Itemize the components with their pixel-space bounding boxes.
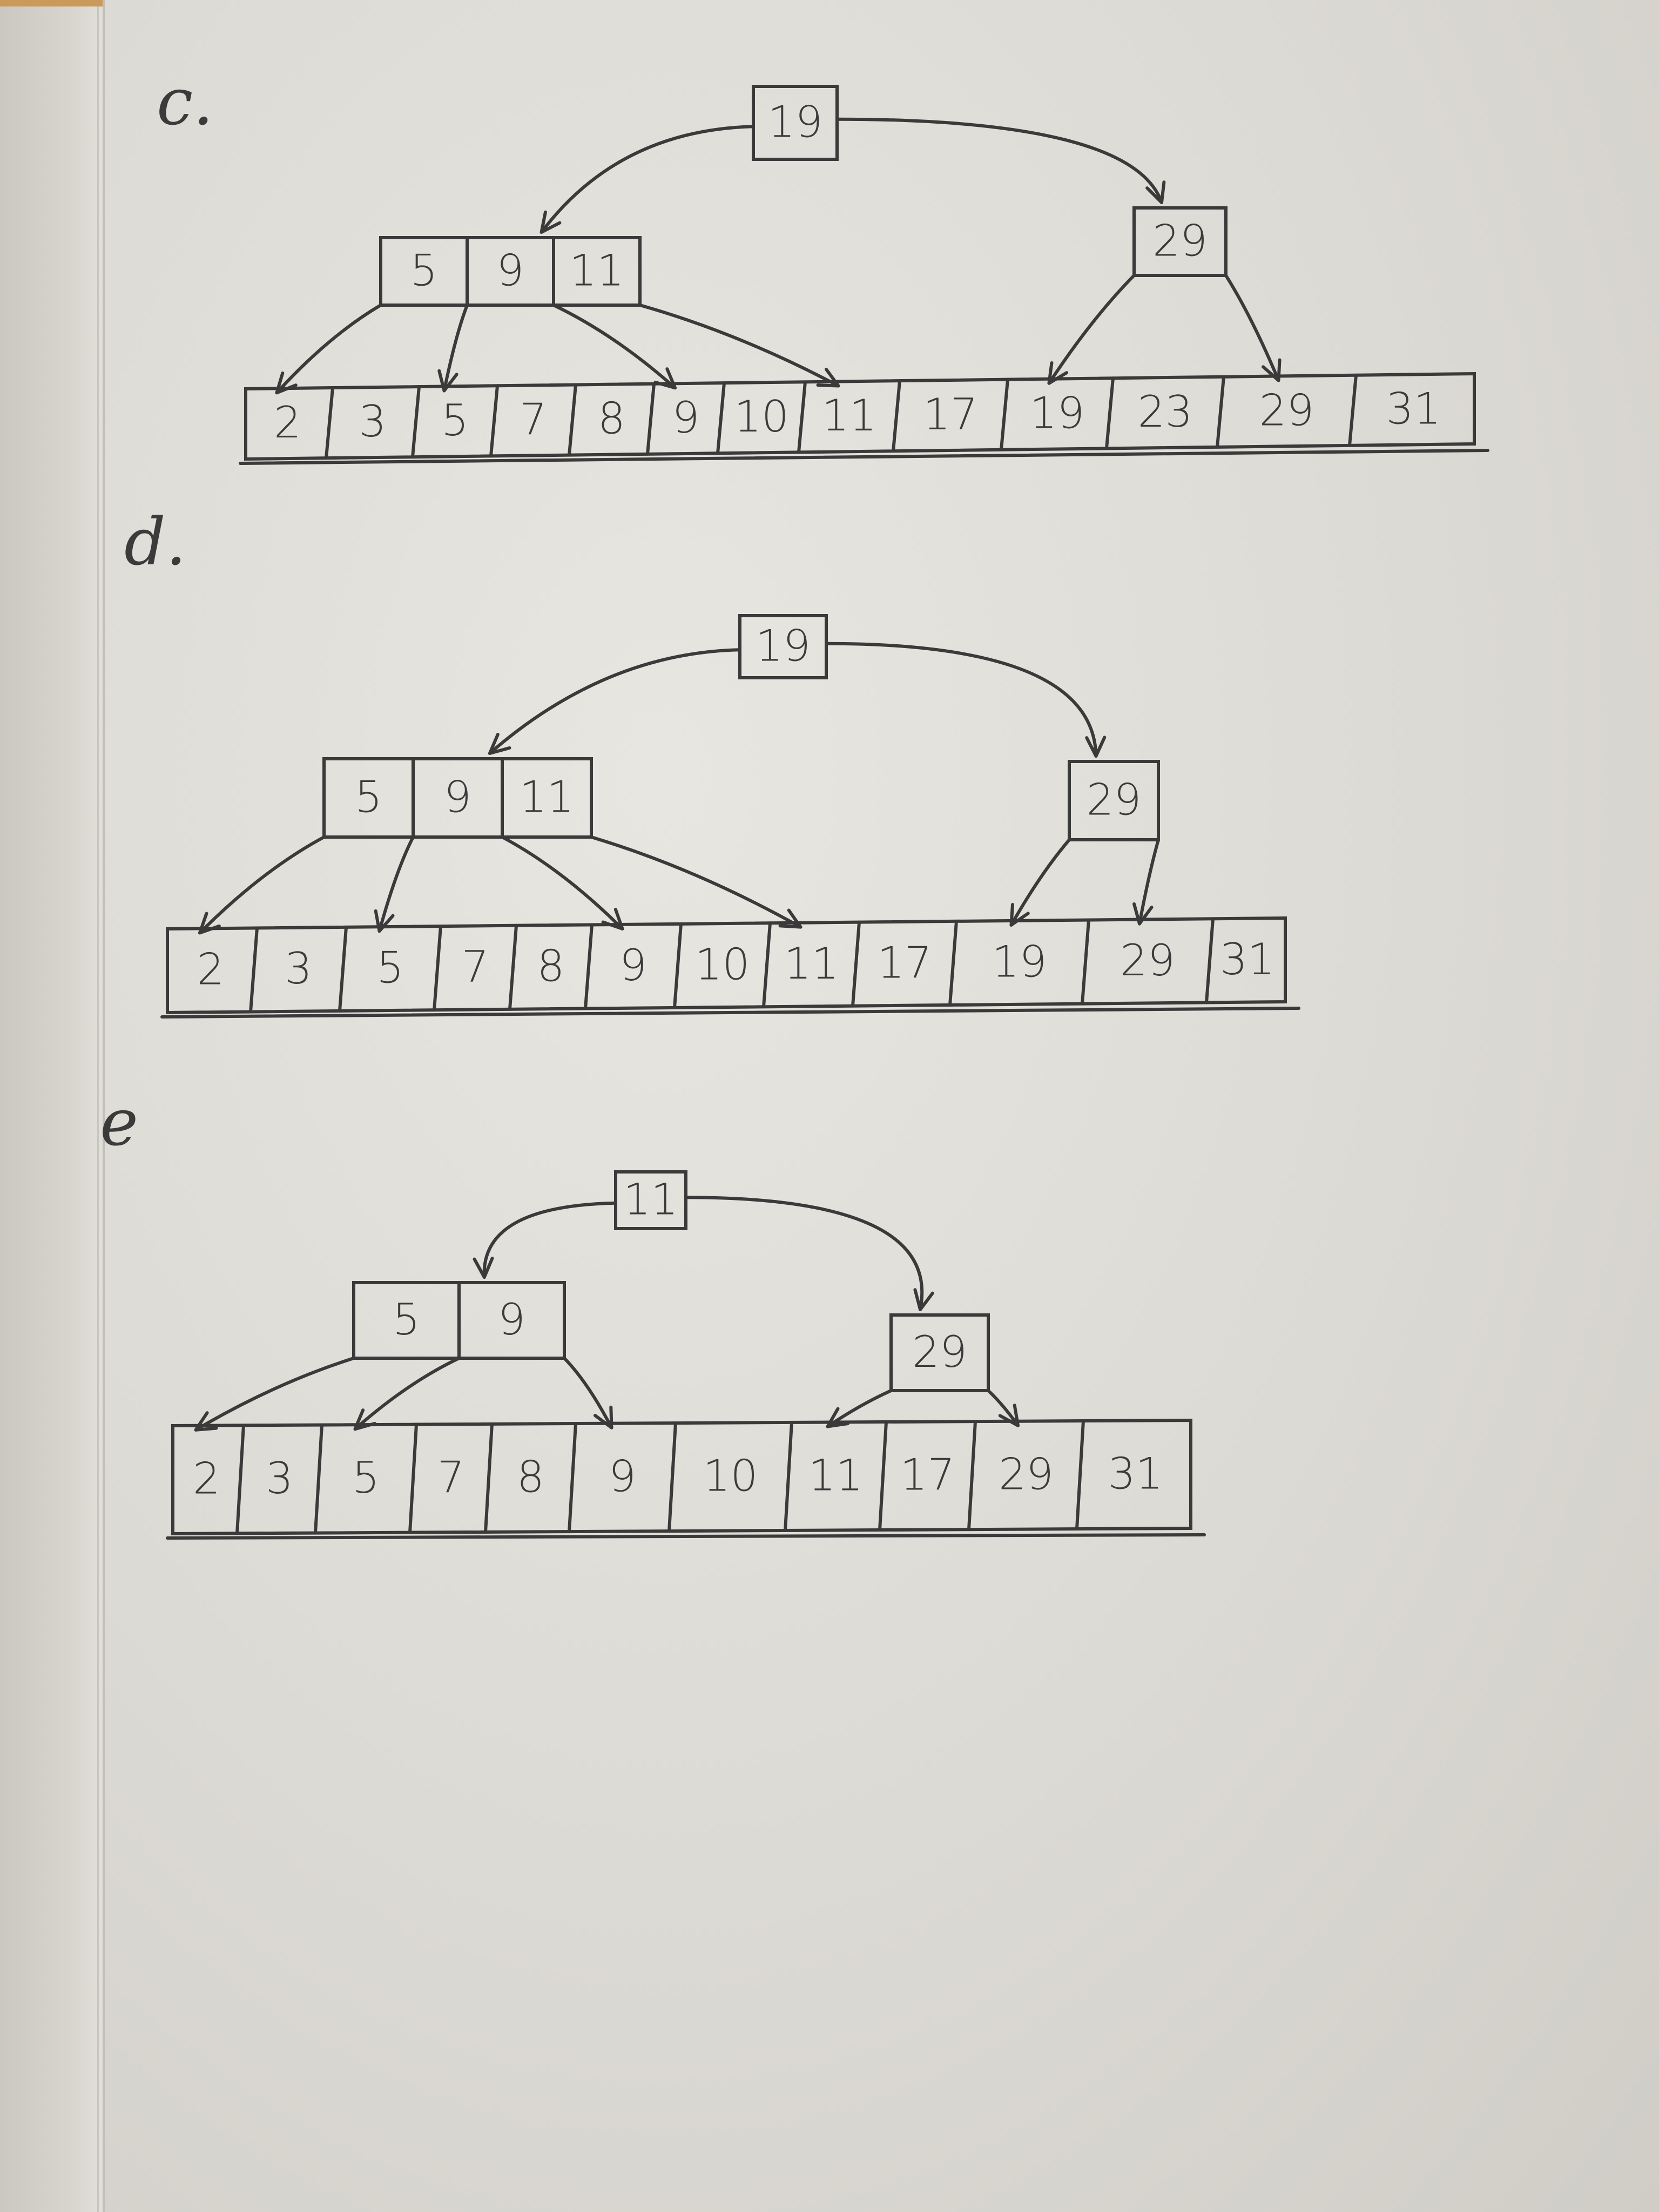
tree-3-leaf-divider [969, 1421, 975, 1529]
tree-2-label: d. [124, 505, 186, 580]
tree-2-left-child-arrow [591, 837, 801, 927]
tree-2-leaf-divider [340, 927, 346, 1011]
tree-3-leaf-divider [237, 1425, 244, 1533]
tree-2-leaf-key: 9 [619, 940, 647, 991]
tree-1-leaf-key: 9 [672, 392, 700, 443]
tree-3-left-internal-key: 5 [393, 1294, 420, 1345]
tree-1-leaf-divider [799, 382, 805, 452]
tree-1-leaf-divider [1107, 378, 1113, 448]
tree-3-leaf-divider [485, 1424, 492, 1532]
tree-1-left-internal-key: 5 [410, 245, 438, 296]
tree-3-label: e [100, 1085, 139, 1161]
tree-1-right-child-arrow [1049, 275, 1135, 383]
tree-2-leaf-key: 5 [376, 942, 404, 993]
tree-3-left-child-arrow [564, 1358, 612, 1428]
tree-1-leaf-key: 2 [274, 397, 301, 448]
tree-1-leaf-divider [718, 383, 724, 453]
tree-1-leaf-key: 7 [520, 394, 547, 445]
tree-3-left-child-arrow [196, 1358, 354, 1430]
tree-3-leaf-key: 11 [808, 1450, 864, 1501]
tree-3-leaf-key: 7 [437, 1452, 465, 1503]
tree-3-leaf-divider [315, 1425, 322, 1533]
tree-1-leaf-key: 3 [359, 396, 387, 447]
tree-3-leaf-divider [410, 1425, 416, 1533]
tree-2-leaf-divider [434, 926, 441, 1010]
tree-3-leaf-key: 9 [609, 1451, 636, 1502]
tree-3-left-internal-key: 9 [498, 1294, 525, 1345]
tree-2-leaf-key: 29 [1120, 935, 1175, 986]
tree-1-leaf-divider [893, 381, 900, 451]
tree-1-leaf-divider [648, 384, 654, 454]
tree-1-left-internal-key: 11 [569, 245, 624, 296]
tree-3-right-internal-key: 29 [912, 1327, 967, 1377]
tree-2-left-internal-key: 5 [355, 772, 382, 822]
tree-2-left-child-arrow [200, 837, 324, 933]
tree-1-leaf-key: 19 [1029, 388, 1085, 439]
tree-1-leaf-key: 17 [923, 389, 978, 440]
tree-3-leaf-key: 5 [352, 1453, 380, 1503]
tree-2-left-child-arrow [502, 837, 623, 929]
tree-1-label: c. [157, 65, 214, 140]
tree-1-leaf-divider [1001, 380, 1008, 450]
tree-1-right-internal-key: 29 [1152, 215, 1208, 266]
tree-2-root-key: 19 [756, 621, 811, 671]
tree-1-left-child-arrow [554, 305, 675, 388]
tree-2-left-internal-key: 11 [519, 772, 575, 822]
tree-3-leaf-key: 8 [517, 1452, 544, 1502]
tree-2-leaf-divider [950, 921, 956, 1005]
tree-1-leaf-divider [1350, 375, 1356, 446]
tree-1-left-child-arrow [277, 305, 381, 393]
tree-3-leaf-divider [669, 1423, 676, 1531]
tree-3-root-key: 11 [623, 1174, 678, 1225]
tree-2-leaf-key: 2 [197, 944, 225, 995]
tree-1-leaf-divider [491, 386, 497, 456]
tree-2-right-child-arrow [1011, 840, 1070, 925]
tree-1-leaf-key: 29 [1259, 385, 1314, 436]
tree-1-root-key: 19 [767, 97, 823, 147]
tree-2-leaf-divider [251, 928, 257, 1011]
tree-3-leaf-underline [167, 1535, 1204, 1538]
tree-3-root-right-arrow-head [915, 1290, 932, 1310]
tree-2-leaf-key: 8 [537, 941, 565, 992]
tree-3-leaf-divider [569, 1424, 576, 1532]
tree-1-leaf-divider [569, 385, 576, 455]
tree-2-leaf-divider [675, 924, 681, 1008]
tree-1-leaf-key: 10 [734, 392, 789, 442]
tree-2-leaf-divider [1206, 919, 1213, 1002]
tree-3-leaf-key: 3 [266, 1453, 293, 1503]
tree-3-leaf-key: 17 [900, 1449, 955, 1500]
tree-1-leaf-key: 5 [441, 395, 469, 446]
tree-2-leaf-key: 17 [877, 938, 932, 988]
tree-3-leaf-divider [785, 1422, 792, 1530]
tree-2-leaf-key: 10 [694, 939, 750, 990]
tree-2-leaf-key: 11 [784, 938, 839, 989]
tree-1-root-right-arrow [837, 119, 1162, 203]
tree-2-right-internal-key: 29 [1086, 774, 1142, 825]
tree-3-leaf-key: 2 [193, 1453, 220, 1504]
tree-3-root-right-arrow [686, 1197, 922, 1310]
tree-3-leaf-key: 31 [1108, 1448, 1163, 1499]
tree-1-leaf-key: 8 [598, 393, 625, 444]
tree-2-left-internal-key: 9 [444, 772, 471, 822]
tree-2-leaf-key: 19 [992, 936, 1047, 987]
tree-2-root-right-arrow [826, 644, 1096, 756]
tree-2-leaf-divider [585, 925, 592, 1008]
tree-1-root-left-arrow [542, 126, 753, 232]
tree-2-leaf-key: 3 [285, 943, 312, 994]
tree-2-leaf-key: 7 [461, 941, 489, 992]
tree-2-leaf-divider [510, 926, 516, 1009]
tree-2-leaf-key: 31 [1220, 934, 1275, 985]
tree-2-leaf-divider [1082, 920, 1089, 1004]
tree-2-leaf-divider [764, 923, 770, 1007]
tree-1-leaf-key: 23 [1137, 387, 1193, 437]
tree-3-leaf-divider [880, 1422, 886, 1530]
tree-1-leaf-divider [1217, 377, 1224, 447]
tree-1-leaf-divider [413, 387, 419, 457]
tree-3-leaf-key: 10 [703, 1451, 758, 1501]
tree-3-right-child-arrow-head [828, 1409, 848, 1427]
tree-3-left-child-arrow [355, 1358, 460, 1429]
tree-1-leaf-key: 11 [821, 390, 877, 441]
tree-3-root-left-arrow [484, 1203, 616, 1277]
tree-1-leaf-key: 31 [1386, 383, 1441, 434]
tree-3-leaf-divider [1077, 1421, 1083, 1529]
tree-2-leaf-divider [853, 922, 859, 1006]
tree-2-left-child-arrow [380, 837, 414, 931]
tree-2-root-left-arrow [490, 650, 740, 753]
tree-1-leaf-divider [326, 388, 333, 458]
tree-1-right-child-arrow [1226, 275, 1279, 380]
tree-1-left-internal-key: 9 [496, 245, 524, 296]
tree-3-leaf-key: 29 [999, 1449, 1054, 1500]
